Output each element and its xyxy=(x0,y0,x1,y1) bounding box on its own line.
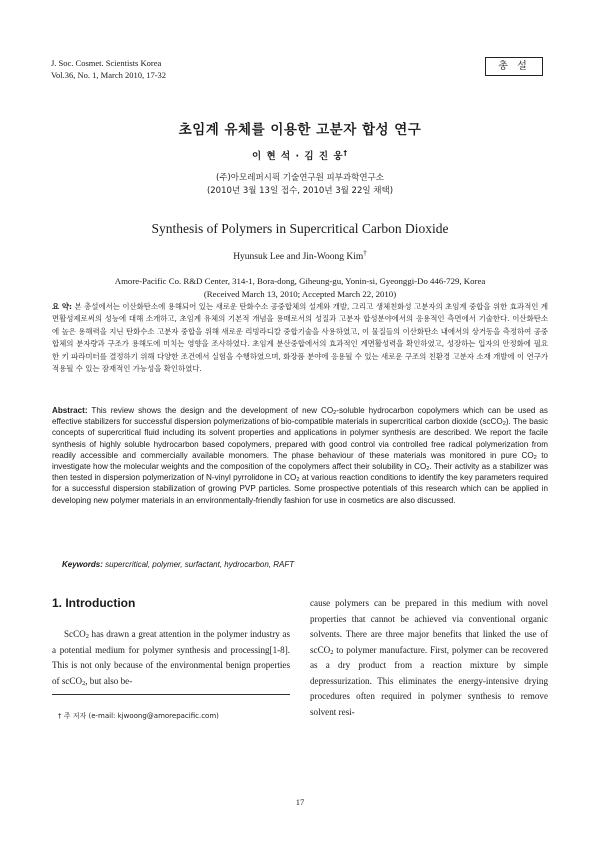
korean-authors xyxy=(0,148,600,162)
intro-right-column: cause polymers can be prepared in this medium with novel properties that cannot be achieved via conventional organic solvents. There are three major benefits that linked the use of scCO$_2$ to polymer manufacture. First, polymer can be recovered as a dry product from a reaction mixture by simple depressurization. This eliminates the energy-intensive drying procedures often required in polymer synthesis to remove solvent resi- xyxy=(310,598,548,717)
intro-left-column: ScCO$_2$ has drawn a great attention in the polymer industry as a potential medium for polymer synthesis and processing[1-8]. This is not only because of the environmental benign properties of scCO$_2$, but also be- xyxy=(52,629,290,687)
english-affiliation xyxy=(0,275,600,301)
keywords-text: supercritical, polymer, surfactant, hydrocarbon, RAFT xyxy=(105,560,295,569)
journal-name: J. Soc. Cosmet. Scientists Korea xyxy=(51,58,162,68)
journal-citation xyxy=(51,57,166,81)
korean-abstract-label: 요 약: xyxy=(52,302,72,311)
footnote-divider xyxy=(52,694,290,695)
english-title: Synthesis of Polymers in Supercritical Carbon Dioxide xyxy=(151,221,449,236)
korean-abstract-text: 본 총설에서는 이산화탄소에 용해되어 있는 새로운 탄화수소 공중합체의 설계와 개발, 그리고 생체친화성 고분자의 초임계 중합을 위한 효과적인 계면활성제로써의 성능에 대해 소개하고, 초임계 유체의 기본적 개념을 용매로서의 성질과 고분자 합성분야에서의 응용적인 측면에서 기술한다. 이산화탄소에 높은 용해력을 지닌 탄화수소 고분자 중합을 위해 새로운 리빙라디칼 중합기술을 사용하였고, 이 물질들의 이산화탄소 내에서의 상거동을 측정하여 공중합체의 분자량과 구조가 용해도에 미치는 영향을 조사하였다. 초임계 분산중합에서의 효과적인 계면활성력을 확인하였고, 성장하는 입자의 안정화에 필요한 키 파라미터를 결정하기 위해 다양한 조건에서 실험을 수행하였으며, 화장품 분야에 응용될 수 있는 새로운 구조의 친환경 고분자 소재 개발에 이 연구가 적용될 수 있는 잠재적인 가능성을 확인하였다. xyxy=(52,302,549,374)
english-abstract-text: This review shows the design and the development of new $CO_2$-soluble hydrocarbon copolymers which can be used as effective stabilizers for successful dispersion polymerizations of bio-compatible materials in supercritical carbon dioxide (scCO$_2$). The basic concepts of supercritical fluid including its solvent properties and applications in polymer synthesis are described. We report the facile synthesis of highly soluble hydrocarbon based copolymers, prepared with good control via controlled free radical polymerization from readily accessible and commercially available monomers. The phase behaviour of these materials was monitored in pure $CO_2$ to investigate how the molecular weights and the composition of the copolymers affect their solubility in $CO_2$. Their activity as a stabilizer was then tested in dispersion polymerization of N-vinyl pyrrolidone in $CO_2$ at various reaction conditions to identify the key parameters required for a successful dispersion stabilization of growing PVP particles. Some prospective potentials of this research which can be applied in developing new polymer materials in an environmentally-friendly fashion for use in cosmetics are also discussed. xyxy=(52,406,549,505)
corresponding-mark: † xyxy=(343,148,348,157)
journal-volume: Vol.36, No. 1, March 2010, 17-32 xyxy=(51,70,167,80)
article-type-badge: 총 설 xyxy=(485,57,543,76)
english-abstract-label: Abstract: xyxy=(52,406,88,415)
english-abstract xyxy=(52,405,548,506)
korean-dates: (2010년 3월 13일 접수, 2010년 3월 22일 채택) xyxy=(206,186,394,196)
footnote: † 주 저자 (e-mail: kjwoong@amorepacific.com) xyxy=(58,712,219,720)
english-authors xyxy=(0,249,600,262)
section-title: 1. Introduction xyxy=(52,596,136,610)
corresponding-mark: † xyxy=(363,249,367,257)
korean-author-names: 이 현 석 · 김 진 웅 xyxy=(251,151,344,162)
keywords: Keywords: supercritical, polymer, surfactant, hydrocarbon, RAFT xyxy=(62,560,295,569)
english-affiliation-name: Amore-Pacific Co. R&D Center, 314-1, Bora-dong, Giheung-gu, Yonin-si, Gyeonggi-Do 446-729, Korea xyxy=(114,276,486,286)
page-number: 17 xyxy=(295,797,305,807)
english-author-names: Hyunsuk Lee and Jin-Woong Kim xyxy=(233,252,364,263)
english-dates: (Received March 13, 2010; Accepted March 22, 2010) xyxy=(203,289,397,299)
korean-title: 초임계 유체를 이용한 고분자 합성 연구 xyxy=(178,122,422,138)
keywords-label: Keywords xyxy=(62,560,101,569)
korean-affiliation xyxy=(0,172,600,198)
korean-abstract xyxy=(52,301,548,375)
korean-affiliation-name: (주)아모레퍼시픽 기술연구원 피부과학연구소 xyxy=(215,173,385,183)
